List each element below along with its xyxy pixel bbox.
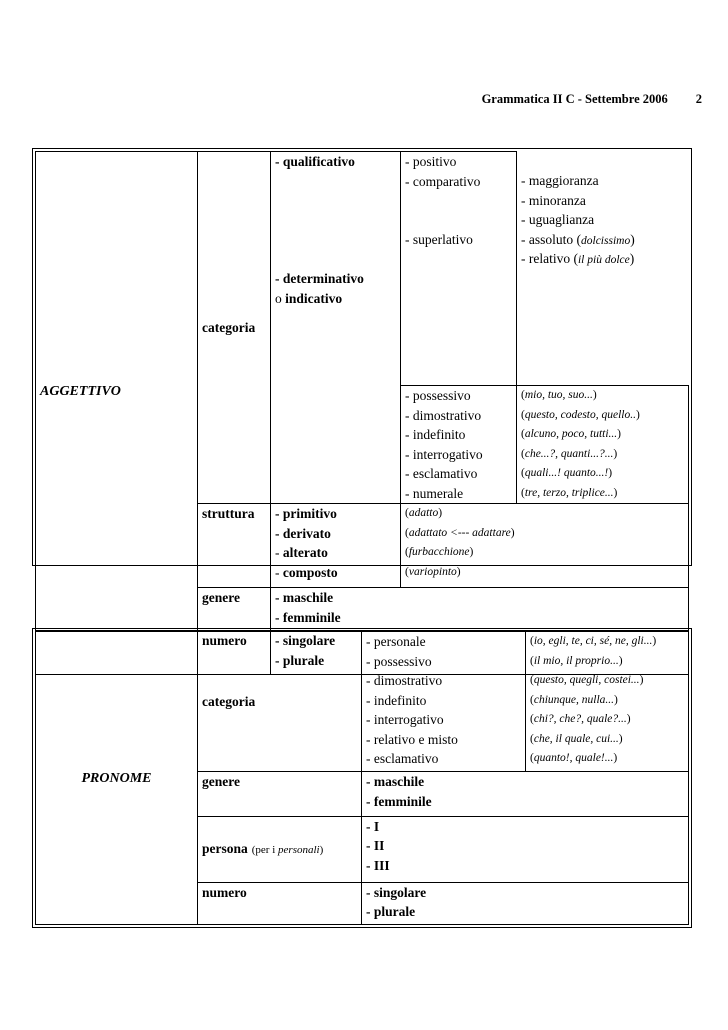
pronome-table [32, 628, 692, 928]
persona-ii: - II [366, 838, 385, 854]
header-title: Grammatica II C - Settembre 2006 [481, 92, 668, 106]
type-numerale: - numerale [405, 485, 464, 501]
pronome-singolare: - singolare [366, 884, 427, 900]
qualificativo-sub-cell [517, 152, 689, 386]
pronome-genere-items-cell [362, 772, 689, 816]
aggettivo-categoria-label: categoria [202, 319, 256, 335]
degree-positivo: - positivo [405, 154, 457, 169]
page-header [482, 92, 702, 107]
determinativo-types-cell [401, 386, 517, 504]
pronome-type-relativo: - relativo e misto [366, 731, 458, 747]
example-numerale: tre, terzo, triplice... [524, 486, 614, 499]
pronome-example-personale: io, egli, te, ci, sé, ne, gli... [533, 635, 653, 647]
pronome-example-dimostrativo: questo, quegli, costei... [533, 674, 640, 686]
example-interrogativo: che...?, quanti...?... [524, 447, 614, 460]
pronome-example-possessivo: il mio, il proprio... [533, 654, 619, 667]
pronome-maschile: - maschile [366, 774, 425, 790]
pronome-persona-items-cell [362, 816, 689, 882]
determinativo-label: - determinativo [275, 271, 364, 286]
aggettivo-title: AGGETTIVO [40, 384, 121, 399]
degree-superlativo: - superlativo [405, 232, 473, 247]
determinativo-examples-cell: (mio, tuo, suo...) (questo, codesto, quello..) (alcuno, poco, tutti...) (che...?, quanti...?...) (quali...! quanto...!) (tre, terzo, triplice...) [517, 386, 689, 504]
determinativo-o: o [275, 290, 282, 306]
persona-note-suffix: ) [319, 844, 324, 857]
type-possessivo: - possessivo [405, 388, 471, 403]
degree-comparativo: - comparativo [405, 173, 481, 189]
qualificativo-degrees-cell [401, 152, 517, 386]
pronome-type-esclamativo: - esclamativo [366, 751, 439, 766]
qualificativo-label: - qualificativo [275, 154, 355, 169]
type-interrogativo: - interrogativo [405, 446, 483, 462]
example-indefinito: alcuno, poco, tutti... [524, 428, 618, 440]
sub-assoluto: - assoluto (dolcissimo) [521, 231, 635, 247]
pronome-genere-label-cell [198, 772, 362, 816]
type-dimostrativo: - dimostrativo [405, 407, 482, 423]
pronome-example-relativo: che, il quale, cui... [533, 732, 619, 745]
aggettivo-categoria-sub-cell [271, 152, 401, 504]
aggettivo-plurale: - plurale [275, 652, 325, 668]
pronome-examples-cell: (io, egli, te, ci, sé, ne, gli...) (il mio, il proprio...) (questo, quegli, costei...) (chiunque, nulla...) (chi?, che?, quale?...) (che, il quale, cui...) (quanto!, quale!...) [526, 632, 689, 772]
aggettivo-title-cell [36, 152, 198, 631]
aggettivo-genere-label: genere [202, 590, 240, 605]
example-adatto: adatto [408, 507, 439, 519]
aggettivo-maschile: - maschile [275, 590, 334, 605]
sub-uguaglianza: - uguaglianza [521, 212, 595, 227]
struttura-primitivo: - primitivo [275, 506, 337, 521]
pronome-plurale: - plurale [366, 904, 416, 920]
example-dimostrativo: questo, codesto, quello.. [524, 408, 636, 421]
indicativo-label: indicativo [285, 290, 343, 306]
sub-maggioranza: - maggioranza [521, 173, 599, 188]
aggettivo-femminile: - femminile [275, 609, 341, 625]
aggettivo-categoria-cell [198, 152, 271, 504]
example-variopinto: variopinto [408, 565, 457, 578]
pronome-title-cell [36, 632, 198, 925]
pronome-example-interrogativo: chi?, che?, quale?... [533, 713, 627, 725]
genere-label-cell [198, 588, 271, 631]
pronome-type-personale: - personale [366, 634, 426, 649]
pronome-type-possessivo: - possessivo [366, 653, 432, 669]
type-indefinito: - indefinito [405, 427, 466, 442]
pronome-genere-label: genere [202, 774, 240, 790]
example-possessivo: mio, tuo, suo... [524, 389, 593, 401]
type-esclamativo: - esclamativo [405, 466, 478, 481]
pronome-categoria-cell [198, 632, 362, 772]
pronome-femminile: - femminile [366, 793, 432, 809]
aggettivo-singolare: - singolare [275, 633, 336, 648]
persona-note-prefix: (per i [251, 844, 276, 857]
struttura-examples-cell: (adatto) (adattato <--- adattare) (furbacchione) (variopinto) [401, 504, 689, 588]
example-esclamativo: quali...! quanto...! [524, 467, 609, 479]
pronome-type-dimostrativo: - dimostrativo [366, 673, 443, 688]
pronome-categoria-label: categoria [202, 693, 256, 709]
example-adattato: adattato <--- adattare [408, 526, 511, 539]
sub-relativo: - relativo (il più dolce) [521, 251, 635, 266]
persona-i: - I [366, 818, 380, 834]
struttura-label-cell [198, 504, 271, 588]
example-furbacchione: furbacchione [408, 546, 470, 558]
aggettivo-numero-label: numero [202, 633, 247, 648]
struttura-label: struttura [202, 506, 255, 521]
struttura-alterato: alterato [282, 545, 328, 560]
pronome-example-esclamativo: quanto!, quale!... [533, 752, 614, 764]
pronome-persona-label: persona [202, 841, 248, 857]
pronome-numero-items-cell [362, 882, 689, 924]
pronome-type-interrogativo: - interrogativo [366, 712, 444, 727]
pronome-example-indefinito: chiunque, nulla... [533, 693, 615, 706]
pronome-numero-label-cell [198, 882, 362, 924]
persona-note-italic: personali [278, 844, 320, 857]
pronome-persona-label-cell [198, 816, 362, 882]
struttura-composto: composto [282, 564, 338, 580]
genere-items-cell [271, 588, 689, 631]
struttura-items-cell: - primitivo - derivato - alterato - composto [271, 504, 401, 588]
pronome-types-cell [362, 632, 526, 772]
page-number: 2 [695, 92, 702, 106]
pronome-type-indefinito: - indefinito [366, 692, 427, 708]
struttura-derivato: - derivato [275, 525, 331, 541]
sub-minoranza: - minoranza [521, 192, 586, 208]
persona-iii: - III [366, 857, 390, 873]
pronome-title: PRONOME [81, 771, 152, 786]
pronome-numero-label: numero [202, 884, 247, 900]
